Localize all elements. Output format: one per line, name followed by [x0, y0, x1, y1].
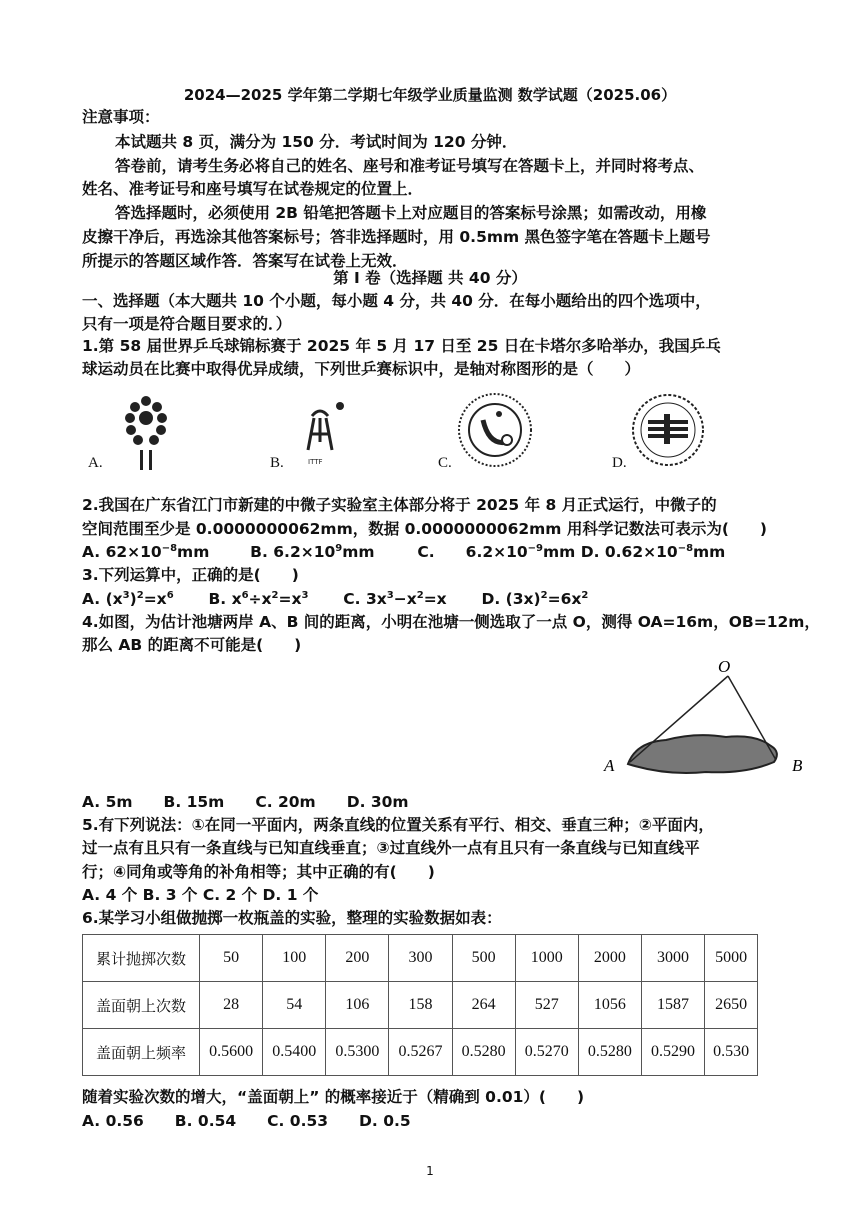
q5-options: A. 4 个 B. 3 个 C. 2 个 D. 1 个 [82, 886, 319, 904]
logo-d-figure [630, 392, 706, 468]
logo-b-text: ITTF [308, 458, 323, 466]
row-header: 累计抛掷次数 [83, 935, 200, 982]
table-cell: 527 [515, 982, 578, 1029]
table-cell: 1587 [641, 982, 704, 1029]
logo-c-figure [455, 390, 535, 470]
q4-stem: 那么 AB 的距离不可能是( ) [82, 636, 302, 654]
table-cell: 0.5600 [200, 1029, 263, 1076]
page-title: 2024—2025 学年第二学期七年级学业质量监测 数学试题（2025.06） [183, 86, 677, 104]
table-row [83, 982, 758, 1029]
table-cell: 3000 [641, 935, 704, 982]
table-cell: 2650 [705, 982, 758, 1029]
table-cell: 100 [263, 935, 326, 982]
q2-stem: 2.我国在广东省江门市新建的中微子实验室主体部分将于 2025 年 8 月正式运行，中微子的 [82, 496, 717, 514]
table-cell: 1000 [515, 935, 578, 982]
notice-line: 答选择题时，必须使用 2B 铅笔把答题卡上对应题目的答案标号涂黑；如需改动，用橡 [115, 204, 707, 222]
q1-stem: 1.第 58 届世界乒乓球锦标赛于 2025 年 5 月 17 日至 25 日在卡塔尔多哈举办，我国乒乓 [82, 337, 721, 355]
q1-stem: 球运动员在比赛中取得优异成绩，下列世乒赛标识中，是轴对称图形的是（ ） [82, 360, 641, 378]
logo-a-figure [118, 393, 174, 473]
table-row [83, 935, 758, 982]
table-cell: 300 [389, 935, 452, 982]
frequency-table [82, 934, 758, 1076]
q1-option-a-label: A. [88, 455, 103, 471]
notice-heading: 注意事项： [82, 108, 160, 126]
q1-option-b-label: B. [270, 455, 284, 471]
point-a-label: A [604, 756, 615, 775]
table-cell: 0.5267 [389, 1029, 452, 1076]
notice-line: 答卷前，请考生务必将自己的姓名、座号和准考证号填写在答题卡上，并同时将考点、 [115, 157, 705, 175]
notice-line: 所提示的答题区域作答．答案写在试卷上无效． [82, 252, 408, 270]
q5-stem: 过一点有且只有一条直线与已知直线垂直；③过直线外一点有且只有一条直线与已知直线平 [82, 839, 700, 857]
table-row [83, 1029, 758, 1076]
table-cell: 50 [200, 935, 263, 982]
q1-option-d-label: D. [612, 455, 627, 471]
q3-options: A. $(x^3)^2=x^6$ B. $x^6\div x^2=x^3$ C. $3x^3-x^2=x$ D. $(3x)^2=6x^2$ [82, 590, 589, 608]
logo-b-figure [290, 398, 350, 473]
q1-option-c-label: C. [438, 455, 452, 471]
table-cell: 0.530 [705, 1029, 758, 1076]
table-cell: 106 [326, 982, 389, 1029]
table-cell: 28 [200, 982, 263, 1029]
table-cell: 54 [263, 982, 326, 1029]
table-cell: 2000 [578, 935, 641, 982]
q2-options: A. $62\times 10^{-8}mm$ B. $6.2\times 10^9mm$ C. $6.2\times 10^{-9}mm$ D. $0.62\times 10^{-8}mm$ [82, 543, 726, 561]
q6-options: A. 0.56 B. 0.54 C. 0.53 D. 0.5 [82, 1112, 411, 1130]
q3-stem: 3.下列运算中，正确的是( ) [82, 566, 299, 584]
q6-question: 随着实验次数的增大，“盖面朝上” 的概率接近于（精确到 0.01）( ) [82, 1088, 585, 1106]
notice-line: 本试题共 8 页，满分为 150 分．考试时间为 120 分钟． [115, 133, 518, 151]
q4-stem: 4.如图，为估计池塘两岸 A、B 间的距离，小明在池塘一侧选取了一点 O，测得 OA=16m，OB=12m， [82, 613, 820, 631]
table-cell: 1056 [578, 982, 641, 1029]
table-cell: 0.5280 [452, 1029, 515, 1076]
section-intro: 一、选择题（本大题共 10 个小题，每小题 4 分，共 40 分．在每小题给出的四个选项中， [82, 292, 711, 310]
notice-line: 皮擦干净后，再选涂其他答案标号；答非选择题时，用 0.5mm 黑色签字笔在答题卡上题号 [82, 228, 711, 246]
table-cell: 0.5280 [578, 1029, 641, 1076]
table-cell: 0.5400 [263, 1029, 326, 1076]
q5-stem: 行；④同角或等角的补角相等；其中正确的有( ) [82, 863, 435, 881]
point-b-label: B [792, 756, 803, 775]
section-title: 第 Ⅰ 卷（选择题 共 40 分） [333, 269, 527, 287]
section-intro: 只有一项是符合题目要求的．） [82, 315, 292, 333]
row-header: 盖面朝上次数 [83, 982, 200, 1029]
table-cell: 264 [452, 982, 515, 1029]
notice-line: 姓名、准考证号和座号填写在试卷规定的位置上． [82, 180, 424, 198]
q6-stem: 6.某学习小组做抛掷一枚瓶盖的实验，整理的实验数据如表： [82, 909, 502, 927]
table-cell: 500 [452, 935, 515, 982]
table-cell: 158 [389, 982, 452, 1029]
row-header: 盖面朝上频率 [83, 1029, 200, 1076]
q5-stem: 5.有下列说法：①在同一平面内，两条直线的位置关系有平行、相交、垂直三种；②平面内， [82, 816, 714, 834]
table-cell: 200 [326, 935, 389, 982]
table-cell: 0.5290 [641, 1029, 704, 1076]
q4-options: A. 5m B. 15m C. 20m D. 30m [82, 793, 409, 811]
page-number: 1 [426, 1164, 434, 1178]
pond-figure [596, 652, 816, 782]
table-cell: 0.5270 [515, 1029, 578, 1076]
q2-stem: 空间范围至少是 0.0000000062mm，数据 0.0000000062mm 用科学记数法可表示为( ) [82, 520, 768, 538]
point-o-label: O [718, 657, 731, 676]
table-cell: 5000 [705, 935, 758, 982]
table-cell: 0.5300 [326, 1029, 389, 1076]
